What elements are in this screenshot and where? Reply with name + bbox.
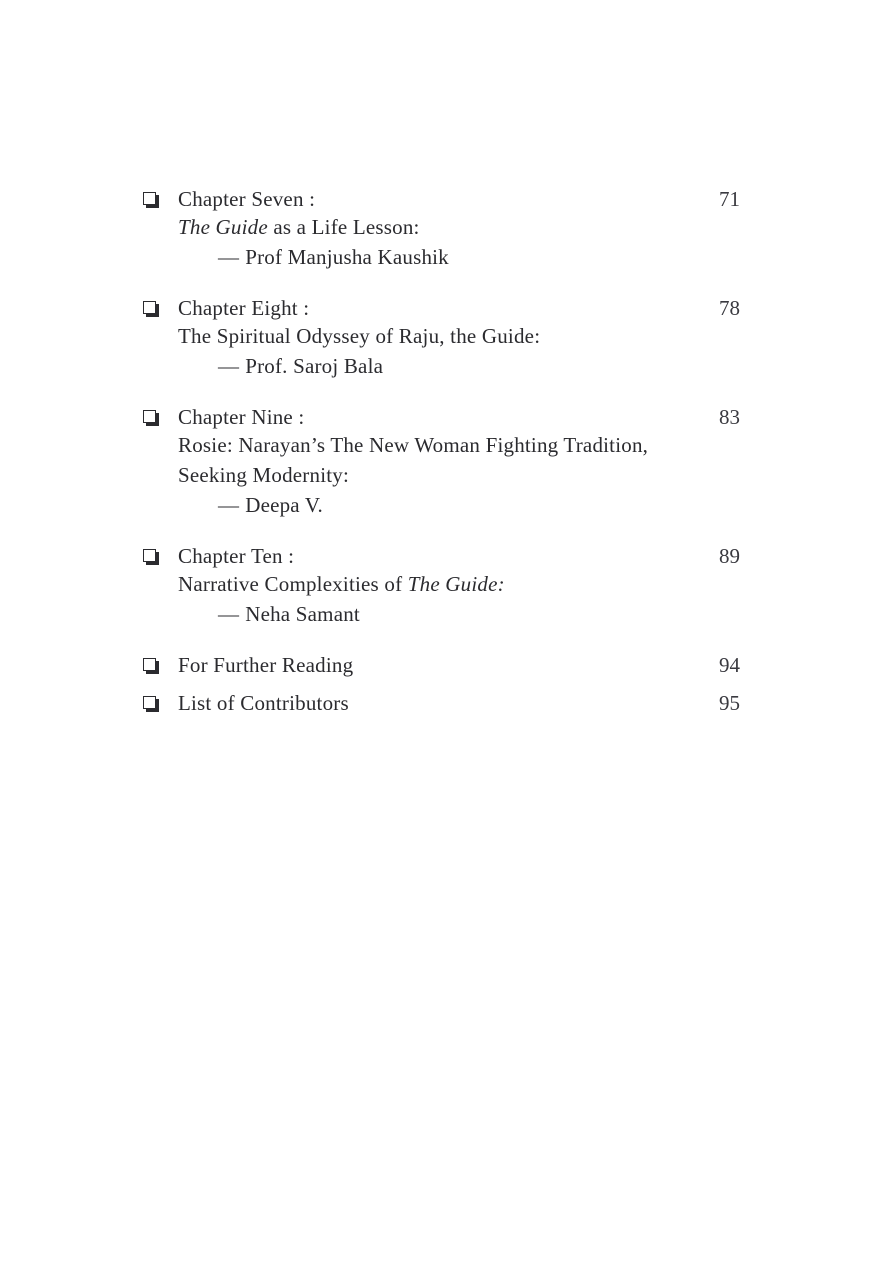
toc-entry-title: For Further Reading <box>178 653 354 677</box>
toc-entry <box>140 295 740 381</box>
toc-entry-title: List of Contributors <box>178 691 349 715</box>
toc-entry-subtitle: The Spiritual Odyssey of Raju, the Guide: <box>178 324 541 348</box>
box-shadow-square-icon <box>143 658 156 671</box>
toc-entry-author <box>218 242 740 272</box>
toc-entry-author <box>218 351 740 381</box>
box-shadow-square-icon <box>143 549 156 562</box>
toc-entry-title: Chapter Seven : <box>178 187 316 211</box>
toc-entry-head <box>140 404 740 430</box>
em-dash-icon: — <box>218 354 240 378</box>
toc-entry-head <box>140 690 740 716</box>
toc-entry-head <box>140 295 740 321</box>
box-shadow-square-icon <box>143 696 156 709</box>
toc-page-number: 78 <box>719 296 740 320</box>
toc-entry-title: Chapter Eight : <box>178 296 310 320</box>
toc-entry-head <box>140 186 740 212</box>
toc-entry <box>140 543 740 629</box>
toc-entry-author <box>218 490 740 520</box>
toc-entry-subtitle <box>178 212 680 242</box>
box-shadow-square-icon <box>143 410 156 423</box>
table-of-contents-list <box>140 186 740 728</box>
toc-author-name: Prof Manjusha Kaushik <box>245 245 449 269</box>
toc-page-number: 95 <box>719 691 740 715</box>
toc-author-name: Prof. Saroj Bala <box>245 354 384 378</box>
toc-entry-title: Chapter Ten : <box>178 544 295 568</box>
toc-page-number: 83 <box>719 405 740 429</box>
toc-subtitle-roman: Narrative Complexities of <box>178 572 408 596</box>
toc-page-number: 94 <box>719 653 740 677</box>
toc-entry <box>140 404 740 520</box>
toc-subtitle-roman: as a Life Lesson: <box>267 215 420 239</box>
toc-entry-subtitle <box>178 569 680 599</box>
toc-page-number: 71 <box>719 187 740 211</box>
toc-entry-title: Chapter Nine : <box>178 405 305 429</box>
em-dash-icon: — <box>218 493 240 517</box>
box-shadow-square-icon <box>143 192 156 205</box>
toc-entry-subtitle-line2: Seeking Modernity: <box>178 463 349 487</box>
toc-entry <box>140 690 740 716</box>
toc-entry-subtitle: Rosie: Narayan’s The New Woman Fighting Tradition, <box>178 433 649 457</box>
toc-entry-head <box>140 652 740 678</box>
toc-author-name: Deepa V. <box>245 493 324 517</box>
toc-subtitle-italic: The Guide: <box>407 572 505 596</box>
toc-subtitle-italic: The Guide <box>178 215 268 239</box>
box-shadow-square-icon <box>143 301 156 314</box>
toc-author-name: Neha Samant <box>245 602 360 626</box>
toc-entry <box>140 186 740 272</box>
toc-entry <box>140 652 740 678</box>
toc-entry-author <box>218 599 740 629</box>
toc-page-number: 89 <box>719 544 740 568</box>
em-dash-icon: — <box>218 245 240 269</box>
em-dash-icon: — <box>218 602 240 626</box>
toc-entry-head <box>140 543 740 569</box>
